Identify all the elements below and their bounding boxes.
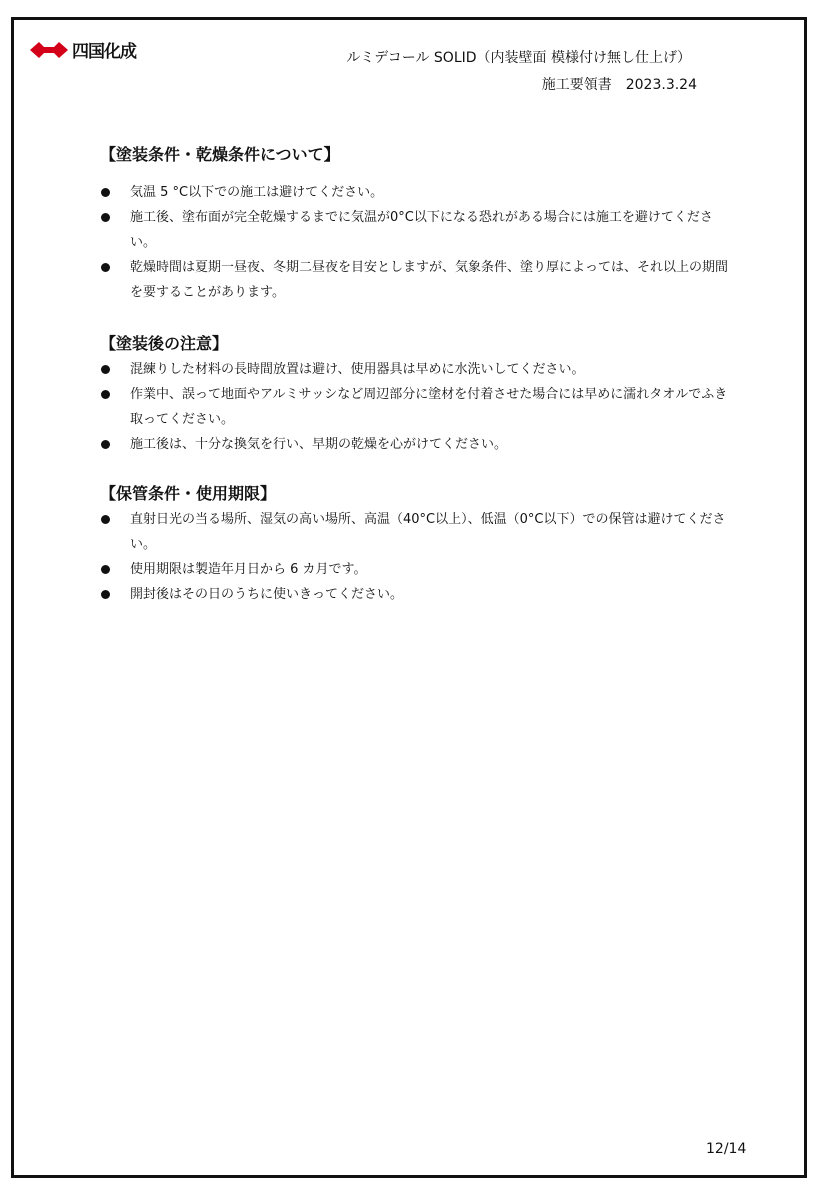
bullet-list (100, 180, 730, 305)
section-storage-expiry (100, 483, 730, 607)
section-coating-drying-conditions (100, 144, 730, 305)
section-heading: 【塗装後の注意】 (100, 334, 229, 353)
list-item: 開封後はその日のうちに使いきってください。 (100, 582, 730, 607)
company-logo (30, 37, 136, 62)
list-item: 直射日光の当る場所、湿気の高い場所、高温（40°C以上）、低温（0°C以下）での保管は避けてください。 (100, 507, 730, 557)
list-item: 乾燥時間は夏期一昼夜、冬期二昼夜を目安としますが、気象条件、塗り厚によっては、それ以上の期間を要することがあります。 (100, 255, 730, 305)
document-date: 2023.3.24 (625, 77, 697, 93)
bullet-list (100, 507, 730, 607)
logo-text: 四国化成 (72, 42, 136, 62)
bullet-list (100, 357, 730, 457)
document-title: ルミデコール SOLID（内装壁面 模様付け無し仕上げ） (346, 50, 691, 66)
page-number: 12/14 (706, 1141, 747, 1157)
document-subheader (542, 74, 697, 94)
list-item: 作業中、誤って地面やアルミサッシなど周辺部分に塗材を付着させた場合には早めに濡れタオルでふき取ってください。 (100, 382, 730, 432)
section-heading: 【保管条件・使用期限】 (100, 484, 277, 503)
list-item: 混練りした材料の長時間放置は避け、使用器具は早めに水洗いしてください。 (100, 357, 730, 382)
section-heading: 【塗装条件・乾燥条件について】 (100, 145, 340, 164)
diamond-logo-icon (30, 40, 68, 60)
document-type: 施工要領書 (541, 77, 612, 93)
section-after-coating-notes (100, 333, 730, 457)
list-item: 施工後、塗布面が完全乾燥するまでに気温が0°C以下になる恐れがある場合には施工を避けてください。 (100, 205, 730, 255)
list-item: 気温 5 °C以下での施工は避けてください。 (100, 180, 730, 205)
list-item: 施工後は、十分な換気を行い、早期の乾燥を心がけてください。 (100, 432, 730, 457)
list-item: 使用期限は製造年月日から 6 カ月です。 (100, 557, 730, 582)
